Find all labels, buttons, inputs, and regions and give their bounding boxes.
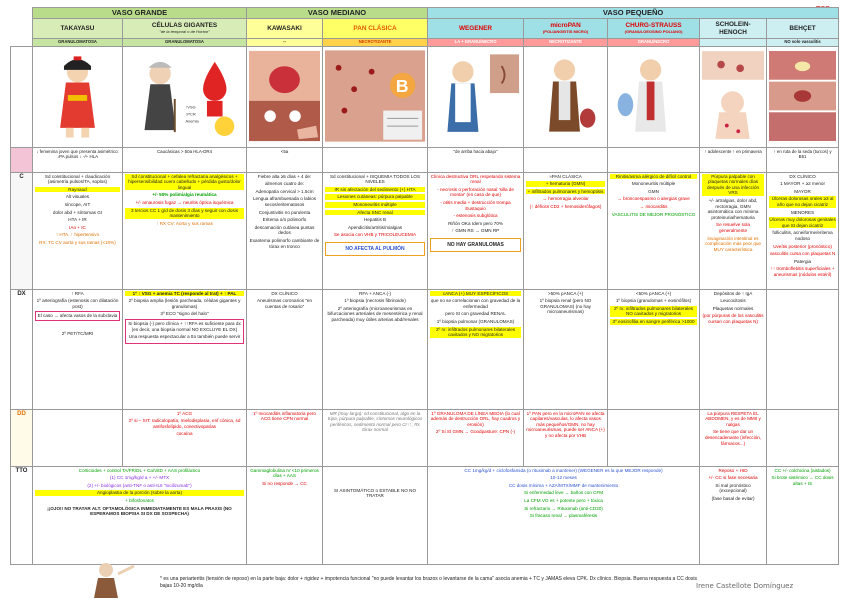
dx-wegener: cANCA (+) MUY ESPECÍFICOS que no se correlacionan con gravedad de la enfermedad pero SI con gravedad RENAL 1º biopsia pulmonar (GRANULOMAS) 2º rx: infiltrados pulmonares bilaterales cavitados y NO migratorios: [428, 289, 524, 409]
dd-giant-cell: 1º ACG 2º si – SIT: radiculopatía, mielodisplasia, enf cónica, sd antifosfolípido, conectivopatías cocaína: [123, 409, 247, 466]
dd-takayasu: [33, 409, 123, 466]
dx-pan: RFA + ANCA (-) 1º biopsia (necrosis fibrinoide) 2º arteriografía (microaneurismas en bifurcaciones arteriales de mesentérica y renal parcheada) muy útiles arterias abd/renales: [323, 289, 428, 409]
vasculitis-table: [10, 7, 839, 565]
short-pan: [323, 147, 428, 172]
name-churg-strauss: CHURG-STRAUSS (GRANULOEOSINO POLIANG): [608, 19, 700, 39]
polymyalgia-old-man-illustration: [88, 560, 140, 598]
child-purpura-photos: [702, 49, 764, 143]
tto-kawasaki: Gammaglobulina IV <10 primeros días + AAS Si no responde → CC: [247, 466, 323, 564]
gca-label-anemia: Anemia: [185, 118, 199, 124]
illustration-churg: [608, 47, 700, 148]
short-micropan: [524, 147, 608, 172]
illustration-takayasu: [33, 47, 123, 148]
gca-biopsy-callout: Si biopsia (-) pero clínica + ↑↑RFA es suficiente para dx (es decir, una biopsia normal NO EXCLUYE EL DX) Una respuesta espectacular a tto también puede servir: [125, 319, 244, 344]
pattern-giant-cell: GRANULOMATOSA: [123, 39, 247, 47]
dd-micropan: 1º PAN pero en la microPAN se afecta capilares/vasculas, lo afecta vasos más pequeños/GMN, no hay microaneurismas, puede ser ANCA (+) y no afecta por VHB: [524, 409, 608, 466]
strawberry-tongue-photo: [249, 49, 320, 143]
polymyalgia-footnote: * es una periarteritis (tensión de reposo) en la parte baja: dolor + rigidez + impotencia funcional "no puede levantar los brazos o levantarse de la cama" asocia anemia + TC y JAMAS eleva CPK. Dx clínico. Biopsia. Buena respuesta a CC dosis bajas 10-20 mg/día: [160, 576, 697, 589]
tto-pan: SI ASINTOMÁTICO o ESTABLE NO NO TRATAR: [323, 466, 428, 564]
skin-rash-hepatitis-b: [325, 49, 425, 143]
clinic-micropan: ≈PAN CLÁSICA + hematuria (GMN) + infiltrados pulmonares y hemoptisis → hemorragia alveolar (↑ déficits CD2 + hemosiderófagos): [524, 172, 608, 289]
clinic-giant-cell: Sd constitucional + cefalea refractaria analgésicos + hipersensibilidad cuero cabelludo + pérdida gusto/dolor lingual +/- 50% polimialgia reumática +/- amaurosis fugaz → neuritis óptica isquémica 3 tercios CC 1 g/d de dosis 3 días y seguir con dosis mantenimiento ↑ RX CV: Aorta y sus ramas: [123, 172, 247, 289]
row-label-dx: DX: [11, 289, 33, 409]
tto-schonlein: Reposo + HID +/- CC si fase necesaria Si mal pronóstico (excepcional) (fase basal de evitar): [700, 466, 767, 564]
no-granulomas-callout: NO HAY GRANULOMAS: [430, 238, 521, 252]
dd-kawasaki: 1º miocarditis inflamatoria pero ACG tiene CPN normal: [247, 409, 323, 466]
pattern-churg: GRANU/NECRO: [608, 39, 700, 47]
no-lung-callout: NO AFECTA AL PULMÓN: [325, 242, 425, 256]
clinic-schonlein: Púrpura palpable con plaquetas normales días después de una infección VRS +/- artralgias, dolor abd, rectorragia, GMN asintomática con mínima proteinuria/hematuria Se resuelve sola generalmente invaginación intestinal es complicación más peor que MUY característica: [700, 172, 767, 289]
clinic-pan: Sd constitucional + ISQUEMIA TODOS LOS NIVELES IR sin afectación del sedimento (+) HTA Lesiones cutáneas: púrpura palpable Mononeuritis múltiple Afecta SNC renal Hepatitis B Apendicitis/artritis/mialgias Se asocia con VHB y TRICOLEUCEMIA NO AFECTA AL PULMÓN: [323, 172, 428, 289]
doctor-asthma: [610, 49, 697, 143]
short-giant-cell: Caucásicas > 50a HLA-DR4: [123, 147, 247, 172]
dd-pan: MR (muy larga): sd constitucional, algo en la tripa, púrpura palpable, síntomas neurológicos periféricos, sedimento normal pero Cr↑↑, Rx tórax normal: [323, 409, 428, 466]
clinic-kawasaki: Fiebre alta ≥5 días + 4 de: almenos cuatro de: Adenopatía cervical > 1.5cm Lengua aframbuesada o labios secos/eritematosos Conjuntivitis no purulenta Eritema o/o polimorfo descamación cutánea puntas dedos Exantema polimorfo cambiante de tórax en tronco: [247, 172, 323, 289]
clinic-takayasu: Sd constitucional + claudicación (asimetría pulsos/TA, soplos) Raynaud Alt visuales síncope, AIT dolor abd + síntomas GI HTA + IR IAo + IC ↑ HTA. ↑ hipertensivo RX: TC CV aorta y sus ramas (<10%): [33, 172, 123, 289]
illustration-giant-cell: [123, 47, 247, 148]
row-label-dd: DD: [11, 409, 33, 466]
clinic-wegener: Clínica destructiva ORL respetando sistema renal - necrosis o perforación nasal 'silla de montar' (en caso de que) - otitis media + destrucción trompa Eustaquio - estenosis subglótica Riñón OKa Idem pero 70% ↑ GMN RS → GMN RP NO HAY GRANULOMAS: [428, 172, 524, 289]
tto-behcet: CC +/- colchicina (aislados) Si brote sistémico → CC dosis altas + IS: [767, 466, 839, 564]
pattern-pan: NECROTIZANTE: [323, 39, 428, 47]
short-churg: [608, 147, 700, 172]
doctor-saddle-nose: [430, 49, 521, 143]
clinic-behcet: DX CLÍNICO 1 MAYOR + ≥2 menor MAYOR Úlceras dolorosas orales ≥3 al año que no dejan cicatriz MENORES Úlceras muy dolorosas genitales que SI dejan cicatriz folliculitis, acneiforme/eritema nodoso Uveítis posterior (pronóstico) vasculitis cursa con plaquetas N Patergia ↑↑ tromboflebitis superficiales + aneurismas (nódulos estéril): [767, 172, 839, 289]
asian-woman-illustration: [35, 49, 120, 143]
gca-label-pcr: ↑PCR: [185, 111, 196, 117]
pattern-behcet: NO solo vasculitis: [767, 39, 839, 47]
dd-schonlein: La púrpura RESPETA EL ABDOMEN, y es de MMII y nalgas Se tiene que dar un desencadenante (infección, fármacos...): [700, 409, 767, 466]
doctor-kidney-lungs: [526, 49, 605, 143]
takayasu-subclavia-callout: El caso → afecta vasos de la subclavia: [35, 311, 120, 321]
treatment-row: [11, 466, 839, 564]
group-medium-vessel: VASO MEDIANO: [247, 8, 428, 19]
name-schonlein: SCHOLEIN-HENOCH: [700, 19, 767, 39]
pattern-row: [11, 39, 839, 47]
pattern-wegener: LA + GRANU/NECRO: [428, 39, 524, 47]
illustration-kawasaki: [247, 47, 323, 148]
clinic-churg: Rinitis/asma alérgico de difícil control Mononeuritis múltiple GMN → broncoespasmo o alergias grave → miocarditis VASCULITIS DE MEJOR PRONÓSTICO: [608, 172, 700, 289]
short-clinical-row: [11, 147, 839, 172]
vasculitis-name-row: [11, 19, 839, 39]
dd-churg: [608, 409, 700, 466]
gca-label-vsg: ↑VSG: [185, 104, 196, 110]
row-label-tto: TTO: [11, 466, 33, 564]
short-behcet: ↑ en ruta de la seda (turcos) y B51: [767, 147, 839, 172]
name-wegener: WEGENER: [428, 19, 524, 39]
diagnosis-row: [11, 289, 839, 409]
illustration-schonlein: [700, 47, 767, 148]
dx-behcet: [767, 289, 839, 409]
short-schonlein: ↑ adolescente ↑ en primavera: [700, 147, 767, 172]
group-header-row: [11, 8, 839, 19]
name-behcet: BEHÇET: [767, 19, 839, 39]
short-kawasaki: <5a: [247, 147, 323, 172]
pattern-schonlein: [700, 39, 767, 47]
old-woman-blood-illustration: [125, 49, 244, 143]
dx-micropan: >50% pANCA (+) 1º biopsia renal (pero NO GRANULOMAS) (no hay microaneurismas): [524, 289, 608, 409]
dx-schonlein: Depósitos de ↑ IgA Leucocitosis Plaquetas normales (por púrpuras de los vasculitis cursan con plaquetas N): [700, 289, 767, 409]
dx-takayasu: ↑ RFA 1º arteriografía (estenosis con dilatación post) El caso → afecta vasos de la subclavia 2º PET/TC/MRI: [33, 289, 123, 409]
clinic-row: [11, 172, 839, 289]
author-credit: Irene Castellote Domínguez: [696, 582, 794, 590]
name-giant-cell: CÉLULAS GIGANTES "de la temporal o de Horton": [123, 19, 247, 39]
dx-churg: <50% pANCA (+) 1º biopsia (granulomas + eosinófilos) 2º rx: infiltrados pulmonares bilaterales NO cavitados y migratorios 3º eosinofilia en sangre periférica >1000: [608, 289, 700, 409]
row-label-clinic: C: [11, 172, 33, 289]
name-micropan: microPAN (POLIANGEITIS MICRO): [524, 19, 608, 39]
dx-kawasaki: DX CLÍNICO Aneurismas coronarios "en cuentas de rosario": [247, 289, 323, 409]
illustration-row: [11, 47, 839, 148]
name-pan: PAN CLÁSICA: [323, 19, 428, 39]
oral-ulcer-photos: [769, 49, 836, 143]
illustration-pan: [323, 47, 428, 148]
pattern-takayasu: GRANULOMATOSA: [33, 39, 123, 47]
illustration-behcet: [767, 47, 839, 148]
svg-text:B: B: [395, 76, 409, 97]
tto-anca-vasculitis: CC 1mg/kg/d + ciclofosfamida (o rituximab a mantener) (WEGENER es la que MEJOR responde) 10-12 meses CC dosis mínima + AZA/MTX/MMF de mantenimiento Si enfermedad leve → baños con CFM La CFM VO es + potente pero + tóxica Si refractario → Rituximab (anti-CD20) Si fracaso renal → plasmaféresis: [428, 466, 700, 564]
short-takayasu: ↓ femenina joven que presenta asimétrico: ↓PA pulsos ↓ -/+ HLA: [33, 147, 123, 172]
dd-wegener: 1º GRANULOMA DE LÍNEA MEDIA (lo cual además de destrucción ORL, hay cuadros y erosión) 2º Si SÍ GMN → Goodpasture: CPN (-): [428, 409, 524, 466]
name-takayasu: TAKAYASU: [33, 19, 123, 39]
differential-row: [11, 409, 839, 466]
short-wegener: "de arriba hacia abajo": [428, 147, 524, 172]
group-large-vessel: VASO GRANDE: [33, 8, 247, 19]
illustration-micropan: [524, 47, 608, 148]
illustration-wegener: [428, 47, 524, 148]
pattern-micropan: NECROTIZANTE: [524, 39, 608, 47]
pattern-kawasaki: --: [247, 39, 323, 47]
dx-giant-cell: 1º ↑ VSG + anemia TC (responde al trat) + ↑ PAL 2º biopsia amplia (lesión parcheada, células gigantes y granulomas) 3º ECO "signo del halo" Si biopsia (-) pero clínica + ↑↑RFA es suficiente para dx (es decir, una biopsia normal NO EXCLUYE EL DX) Una respuesta espectacular a tto también puede servir: [123, 289, 247, 409]
dd-behcet: [767, 409, 839, 466]
name-kawasaki: KAWASAKI: [247, 19, 323, 39]
group-small-vessel: VASO PEQUEÑO: [428, 8, 839, 19]
tto-large-vessel: Corticoides + control TA/FR/DL + Ca/VitD + AAS profiláctico (1) CC 1mg/kg/d a + +/- MTX (2) +/- biológicos (anti-TNF o anti-IL6 "tocilizumab") Angioplastia de la porción (sobre la aorta) + bifosfonatos ¡¡OJO!! NO TRATAR ALT. OFTAMOLÓGICA INMEDIATAMENTE ES MALA PRAXIS (NO ESPERAMOS BIOPSIA SI DX DE SOSPECHA): [33, 466, 247, 564]
